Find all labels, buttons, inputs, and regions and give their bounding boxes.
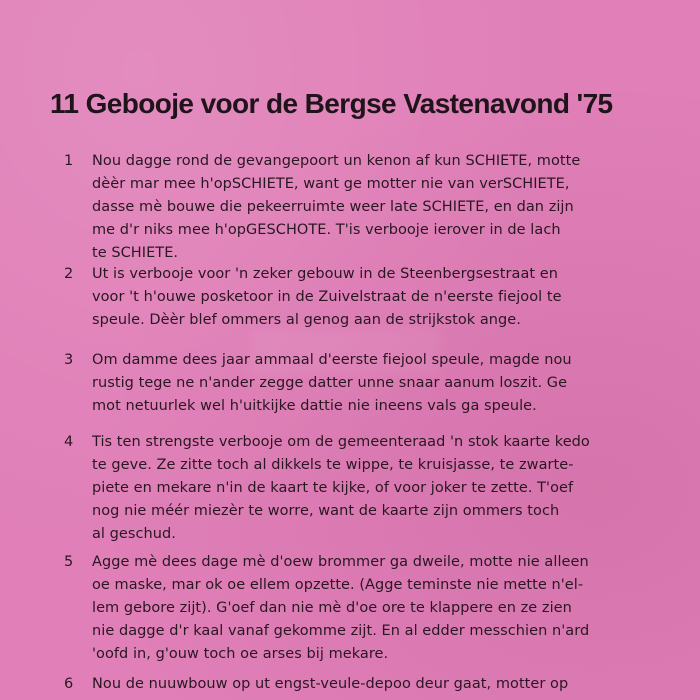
rule-line: Ut is verbooje voor 'n zeker gebouw in de Steenbergsestraat en (92, 266, 558, 282)
rule-line: Nou dagge rond de gevangepoort un kenon af kun SCHIETE, motte (92, 153, 581, 169)
rule-text (92, 551, 652, 666)
rule-text (92, 263, 652, 332)
rule-line: lem gebore zijt). G'oef dan nie mè d'oe ore te klappere en ze zien (92, 600, 572, 616)
rule-number: 4 (64, 434, 74, 450)
rule-line: Tis ten strengste verbooje om de gemeenteraad 'n stok kaarte kedo (92, 434, 590, 450)
rule-line: te SCHIETE. (92, 245, 179, 261)
rule-line: nie dagge d'r kaal vanaf gekomme zijt. En al edder messchien n'ard (92, 623, 590, 639)
rule-number: 3 (64, 352, 74, 368)
rule-line: speule. Dèèr blef ommers al genog aan de strijkstok ange. (92, 312, 521, 328)
rule-line: dasse mè bouwe die pekeerruimte weer late SCHIETE, en dan zijn (92, 199, 574, 215)
rule-line: te geve. Ze zitte toch al dikkels te wippe, te kruisjasse, te zwarte- (92, 457, 574, 473)
rule-text (92, 349, 652, 418)
rule-line: voor 't h'ouwe posketoor in de Zuivelstraat de n'eerste fiejool te (92, 289, 562, 305)
rule-line: al geschud. (92, 526, 176, 542)
rule-line: dèèr mar mee h'opSCHIETE, want ge motter nie van verSCHIETE, (92, 176, 570, 192)
rule-line: mot netuurlek wel h'uitkijke dattie nie ineens vals ga speule. (92, 398, 537, 414)
rule-number: 1 (64, 153, 74, 169)
rule-number: 5 (64, 554, 74, 570)
rule-line: me d'r niks mee h'opGESCHOTE. T'is verbooje ierover in de lach (92, 222, 561, 238)
rule-number: 6 (64, 676, 74, 692)
rule-line: Nou de nuuwbouw op ut engst-veule-depoo deur gaat, motter op (92, 676, 569, 692)
rule-text (92, 431, 652, 546)
rule-number: 2 (64, 266, 74, 282)
rule-line: Agge mè dees dage mè d'oew brommer ga dweile, motte nie alleen (92, 554, 589, 570)
rule-text (92, 673, 652, 696)
rule-line: oe maske, mar ok oe ellem opzette. (Agge teminste nie mette n'el- (92, 577, 584, 593)
rule-line: rustig tege ne n'ander zegge datter unne snaar aanum loszit. Ge (92, 375, 568, 391)
rule-line: nog nie méér miezèr te worre, want de kaarte zijn ommers toch (92, 503, 560, 519)
rule-line: 'oofd in, g'ouw toch oe arses bij mekare. (92, 646, 389, 662)
rule-line: piete en mekare n'in de kaart te kijke, of voor joker te zette. T'oef (92, 480, 574, 496)
rule-line: Om damme dees jaar ammaal d'eerste fiejool speule, magde nou (92, 352, 572, 368)
rule-text (92, 150, 652, 265)
page-title: 11 Gebooje voor de Bergse Vastenavond '75 (50, 88, 613, 119)
